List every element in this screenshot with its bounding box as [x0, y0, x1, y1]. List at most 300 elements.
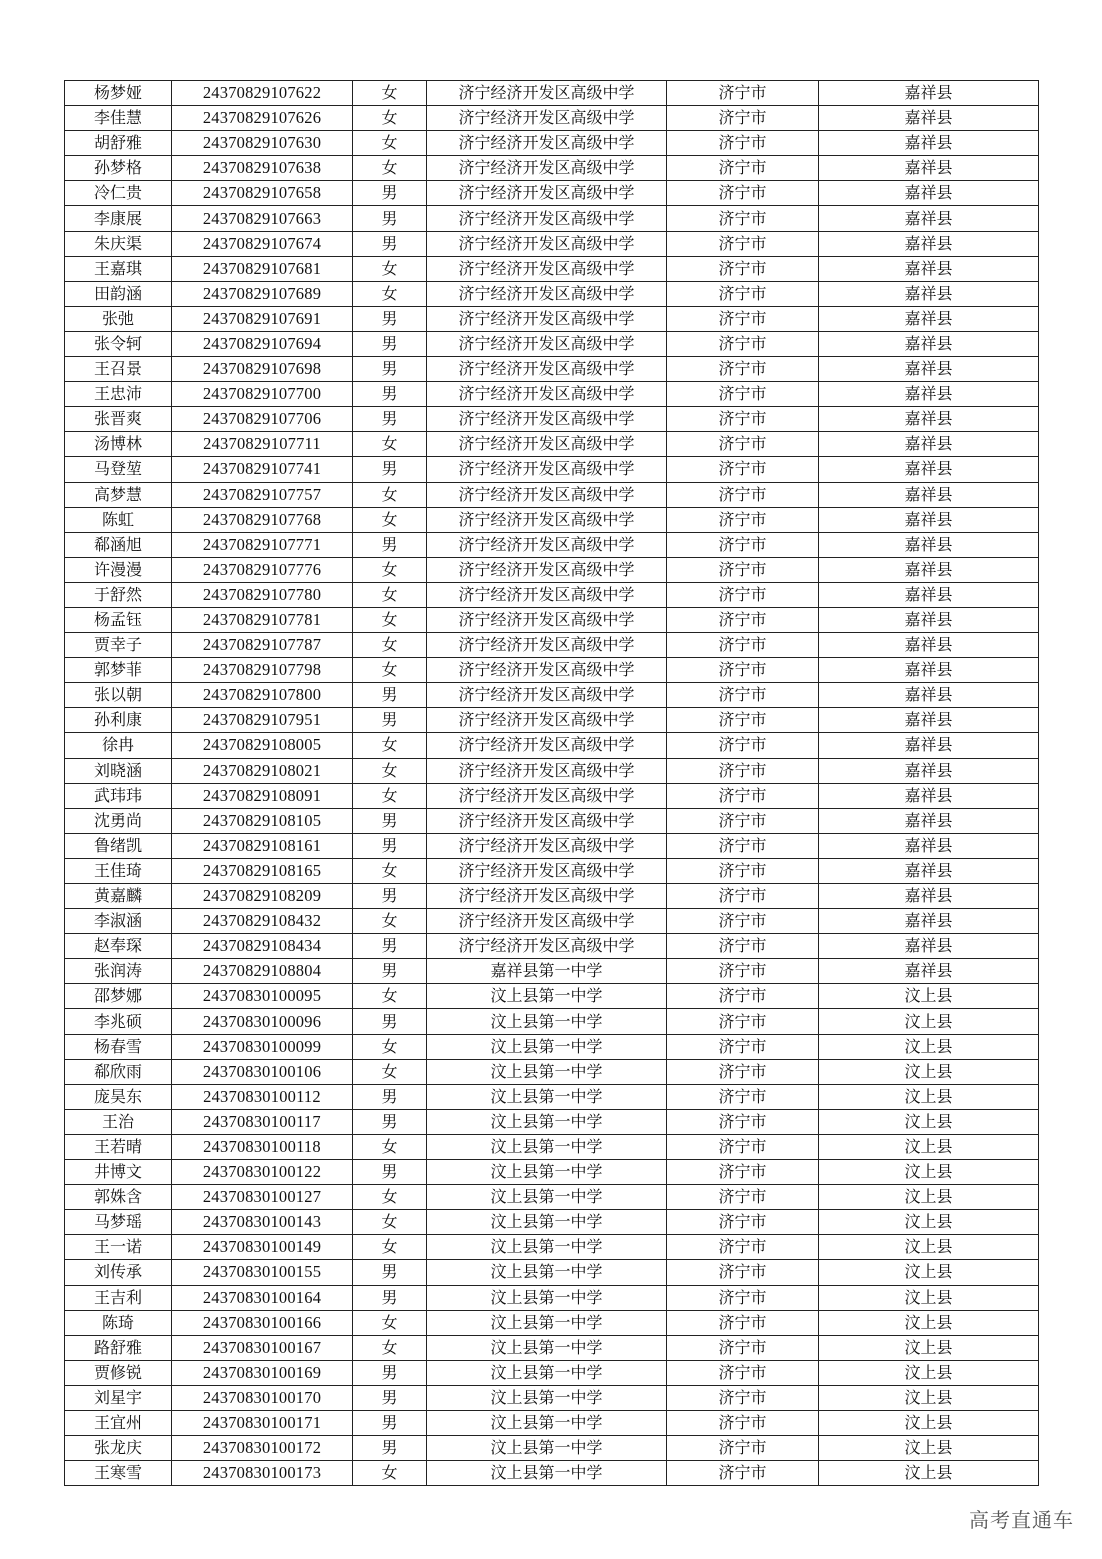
cell-name: 黄嘉麟 — [65, 884, 172, 909]
cell-school: 济宁经济开发区高级中学 — [427, 407, 667, 432]
cell-county: 嘉祥县 — [819, 633, 1039, 658]
cell-county: 嘉祥县 — [819, 808, 1039, 833]
cell-name: 井博文 — [65, 1160, 172, 1185]
cell-school: 济宁经济开发区高级中学 — [427, 306, 667, 331]
cell-gender: 男 — [353, 1360, 427, 1385]
cell-county: 嘉祥县 — [819, 607, 1039, 632]
cell-name: 郭梦菲 — [65, 658, 172, 683]
cell-school: 济宁经济开发区高级中学 — [427, 934, 667, 959]
cell-name: 杨春雪 — [65, 1034, 172, 1059]
table-row — [65, 1134, 1039, 1159]
cell-candidate-id: 24370830100127 — [172, 1185, 353, 1210]
cell-school: 济宁经济开发区高级中学 — [427, 106, 667, 131]
cell-name: 徐冉 — [65, 733, 172, 758]
cell-county: 嘉祥县 — [819, 532, 1039, 557]
cell-gender: 男 — [353, 532, 427, 557]
roster-table — [64, 80, 1039, 1486]
cell-name: 王寒雪 — [65, 1461, 172, 1486]
cell-county: 嘉祥县 — [819, 231, 1039, 256]
cell-gender: 女 — [353, 507, 427, 532]
cell-gender: 男 — [353, 1109, 427, 1134]
cell-city: 济宁市 — [667, 432, 819, 457]
table-row — [65, 1185, 1039, 1210]
cell-name: 张令轲 — [65, 331, 172, 356]
cell-name: 胡舒雅 — [65, 131, 172, 156]
cell-name: 张弛 — [65, 306, 172, 331]
cell-school: 汶上县第一中学 — [427, 1059, 667, 1084]
cell-city: 济宁市 — [667, 306, 819, 331]
cell-school: 济宁经济开发区高级中学 — [427, 231, 667, 256]
cell-school: 济宁经济开发区高级中学 — [427, 156, 667, 181]
cell-school: 济宁经济开发区高级中学 — [427, 783, 667, 808]
cell-gender: 女 — [353, 281, 427, 306]
cell-school: 济宁经济开发区高级中学 — [427, 507, 667, 532]
cell-city: 济宁市 — [667, 407, 819, 432]
cell-gender: 男 — [353, 231, 427, 256]
cell-school: 济宁经济开发区高级中学 — [427, 557, 667, 582]
cell-school: 济宁经济开发区高级中学 — [427, 683, 667, 708]
cell-school: 汶上县第一中学 — [427, 1235, 667, 1260]
cell-county: 嘉祥县 — [819, 357, 1039, 382]
cell-city: 济宁市 — [667, 959, 819, 984]
cell-city: 济宁市 — [667, 1034, 819, 1059]
cell-candidate-id: 24370830100172 — [172, 1436, 353, 1461]
cell-county: 嘉祥县 — [819, 81, 1039, 106]
table-row — [65, 256, 1039, 281]
cell-city: 济宁市 — [667, 1059, 819, 1084]
cell-gender: 女 — [353, 432, 427, 457]
cell-school: 济宁经济开发区高级中学 — [427, 482, 667, 507]
table-row — [65, 1335, 1039, 1360]
table-row — [65, 758, 1039, 783]
cell-school: 汶上县第一中学 — [427, 1410, 667, 1435]
cell-school: 济宁经济开发区高级中学 — [427, 858, 667, 883]
cell-county: 汶上县 — [819, 1410, 1039, 1435]
cell-candidate-id: 24370829107663 — [172, 206, 353, 231]
cell-city: 济宁市 — [667, 783, 819, 808]
cell-candidate-id: 24370829107776 — [172, 557, 353, 582]
cell-candidate-id: 24370829107757 — [172, 482, 353, 507]
cell-candidate-id: 24370830100143 — [172, 1210, 353, 1235]
cell-city: 济宁市 — [667, 1109, 819, 1134]
cell-gender: 男 — [353, 306, 427, 331]
cell-school: 汶上县第一中学 — [427, 1210, 667, 1235]
cell-candidate-id: 24370830100155 — [172, 1260, 353, 1285]
cell-candidate-id: 24370829108005 — [172, 733, 353, 758]
cell-city: 济宁市 — [667, 482, 819, 507]
cell-county: 嘉祥县 — [819, 432, 1039, 457]
table-row — [65, 1009, 1039, 1034]
cell-gender: 男 — [353, 808, 427, 833]
cell-city: 济宁市 — [667, 658, 819, 683]
table-row — [65, 658, 1039, 683]
cell-school: 济宁经济开发区高级中学 — [427, 808, 667, 833]
table-row — [65, 432, 1039, 457]
cell-gender: 男 — [353, 357, 427, 382]
cell-county: 嘉祥县 — [819, 131, 1039, 156]
cell-city: 济宁市 — [667, 1436, 819, 1461]
table-row — [65, 281, 1039, 306]
cell-name: 汤博林 — [65, 432, 172, 457]
table-row — [65, 231, 1039, 256]
cell-name: 朱庆渠 — [65, 231, 172, 256]
cell-school: 汶上县第一中学 — [427, 1310, 667, 1335]
cell-city: 济宁市 — [667, 683, 819, 708]
table-row — [65, 733, 1039, 758]
cell-school: 济宁经济开发区高级中学 — [427, 909, 667, 934]
cell-name: 王召景 — [65, 357, 172, 382]
cell-candidate-id: 24370829107706 — [172, 407, 353, 432]
cell-city: 济宁市 — [667, 206, 819, 231]
cell-city: 济宁市 — [667, 582, 819, 607]
roster-body — [65, 81, 1039, 1486]
cell-gender: 女 — [353, 733, 427, 758]
cell-county: 汶上县 — [819, 1436, 1039, 1461]
cell-county: 嘉祥县 — [819, 256, 1039, 281]
cell-city: 济宁市 — [667, 708, 819, 733]
cell-school: 汶上县第一中学 — [427, 1185, 667, 1210]
cell-gender: 男 — [353, 331, 427, 356]
cell-school: 济宁经济开发区高级中学 — [427, 382, 667, 407]
cell-gender: 男 — [353, 407, 427, 432]
cell-city: 济宁市 — [667, 532, 819, 557]
cell-city: 济宁市 — [667, 758, 819, 783]
cell-county: 嘉祥县 — [819, 683, 1039, 708]
cell-name: 刘传承 — [65, 1260, 172, 1285]
cell-city: 济宁市 — [667, 1385, 819, 1410]
cell-candidate-id: 24370829107798 — [172, 658, 353, 683]
cell-name: 田韵涵 — [65, 281, 172, 306]
cell-name: 邵梦娜 — [65, 984, 172, 1009]
cell-city: 济宁市 — [667, 181, 819, 206]
cell-candidate-id: 24370829108021 — [172, 758, 353, 783]
cell-gender: 女 — [353, 858, 427, 883]
cell-city: 济宁市 — [667, 106, 819, 131]
table-row — [65, 1160, 1039, 1185]
table-row — [65, 1034, 1039, 1059]
table-row — [65, 156, 1039, 181]
cell-county: 嘉祥县 — [819, 457, 1039, 482]
cell-county: 嘉祥县 — [819, 557, 1039, 582]
cell-county: 嘉祥县 — [819, 206, 1039, 231]
cell-city: 济宁市 — [667, 1134, 819, 1159]
cell-gender: 男 — [353, 1285, 427, 1310]
cell-gender: 女 — [353, 106, 427, 131]
cell-candidate-id: 24370829107638 — [172, 156, 353, 181]
cell-school: 济宁经济开发区高级中学 — [427, 607, 667, 632]
cell-candidate-id: 24370829107691 — [172, 306, 353, 331]
table-row — [65, 131, 1039, 156]
cell-gender: 女 — [353, 1461, 427, 1486]
cell-name: 高梦慧 — [65, 482, 172, 507]
table-row — [65, 909, 1039, 934]
cell-gender: 女 — [353, 984, 427, 1009]
cell-county: 嘉祥县 — [819, 306, 1039, 331]
cell-county: 嘉祥县 — [819, 156, 1039, 181]
cell-gender: 女 — [353, 633, 427, 658]
cell-city: 济宁市 — [667, 156, 819, 181]
cell-candidate-id: 24370829107781 — [172, 607, 353, 632]
cell-city: 济宁市 — [667, 1084, 819, 1109]
cell-county: 嘉祥县 — [819, 783, 1039, 808]
cell-name: 李佳慧 — [65, 106, 172, 131]
cell-school: 济宁经济开发区高级中学 — [427, 582, 667, 607]
cell-gender: 男 — [353, 1009, 427, 1034]
cell-city: 济宁市 — [667, 357, 819, 382]
cell-county: 汶上县 — [819, 1009, 1039, 1034]
cell-city: 济宁市 — [667, 858, 819, 883]
table-row — [65, 1436, 1039, 1461]
cell-candidate-id: 24370829107711 — [172, 432, 353, 457]
cell-candidate-id: 24370829107630 — [172, 131, 353, 156]
cell-candidate-id: 24370829107622 — [172, 81, 353, 106]
cell-county: 汶上县 — [819, 1310, 1039, 1335]
table-row — [65, 607, 1039, 632]
cell-candidate-id: 24370830100122 — [172, 1160, 353, 1185]
cell-city: 济宁市 — [667, 1360, 819, 1385]
cell-gender: 女 — [353, 1134, 427, 1159]
cell-county: 嘉祥县 — [819, 582, 1039, 607]
cell-candidate-id: 24370830100099 — [172, 1034, 353, 1059]
table-row — [65, 106, 1039, 131]
cell-gender: 男 — [353, 206, 427, 231]
cell-name: 于舒然 — [65, 582, 172, 607]
cell-city: 济宁市 — [667, 507, 819, 532]
cell-gender: 女 — [353, 482, 427, 507]
table-row — [65, 1360, 1039, 1385]
cell-county: 汶上县 — [819, 984, 1039, 1009]
table-row — [65, 1235, 1039, 1260]
cell-school: 济宁经济开发区高级中学 — [427, 833, 667, 858]
cell-school: 济宁经济开发区高级中学 — [427, 457, 667, 482]
cell-county: 嘉祥县 — [819, 181, 1039, 206]
cell-city: 济宁市 — [667, 1235, 819, 1260]
cell-school: 嘉祥县第一中学 — [427, 959, 667, 984]
cell-name: 沈勇尚 — [65, 808, 172, 833]
cell-candidate-id: 24370829107674 — [172, 231, 353, 256]
cell-city: 济宁市 — [667, 984, 819, 1009]
cell-school: 汶上县第一中学 — [427, 1461, 667, 1486]
table-row — [65, 1084, 1039, 1109]
table-row — [65, 507, 1039, 532]
cell-name: 张以朝 — [65, 683, 172, 708]
cell-school: 汶上县第一中学 — [427, 1385, 667, 1410]
cell-school: 汶上县第一中学 — [427, 1160, 667, 1185]
table-row — [65, 181, 1039, 206]
cell-city: 济宁市 — [667, 808, 819, 833]
cell-candidate-id: 24370829108161 — [172, 833, 353, 858]
cell-school: 济宁经济开发区高级中学 — [427, 532, 667, 557]
cell-name: 张润涛 — [65, 959, 172, 984]
cell-candidate-id: 24370830100112 — [172, 1084, 353, 1109]
table-row — [65, 582, 1039, 607]
cell-county: 嘉祥县 — [819, 482, 1039, 507]
cell-city: 济宁市 — [667, 1335, 819, 1360]
cell-name: 郗欣雨 — [65, 1059, 172, 1084]
cell-county: 汶上县 — [819, 1134, 1039, 1159]
cell-school: 济宁经济开发区高级中学 — [427, 281, 667, 306]
cell-school: 汶上县第一中学 — [427, 1360, 667, 1385]
cell-school: 济宁经济开发区高级中学 — [427, 708, 667, 733]
cell-city: 济宁市 — [667, 1461, 819, 1486]
cell-school: 济宁经济开发区高级中学 — [427, 733, 667, 758]
cell-school: 济宁经济开发区高级中学 — [427, 131, 667, 156]
table-row — [65, 984, 1039, 1009]
cell-county: 汶上县 — [819, 1461, 1039, 1486]
cell-county: 嘉祥县 — [819, 858, 1039, 883]
cell-city: 济宁市 — [667, 256, 819, 281]
cell-city: 济宁市 — [667, 934, 819, 959]
cell-gender: 男 — [353, 884, 427, 909]
table-row — [65, 884, 1039, 909]
cell-city: 济宁市 — [667, 633, 819, 658]
cell-gender: 女 — [353, 1034, 427, 1059]
table-row — [65, 808, 1039, 833]
cell-school: 汶上县第一中学 — [427, 1009, 667, 1034]
cell-name: 陈琦 — [65, 1310, 172, 1335]
cell-gender: 男 — [353, 959, 427, 984]
cell-candidate-id: 24370829107698 — [172, 357, 353, 382]
cell-name: 王宜州 — [65, 1410, 172, 1435]
cell-name: 张龙庆 — [65, 1436, 172, 1461]
cell-candidate-id: 24370829107780 — [172, 582, 353, 607]
table-row — [65, 783, 1039, 808]
cell-school: 济宁经济开发区高级中学 — [427, 633, 667, 658]
cell-city: 济宁市 — [667, 884, 819, 909]
cell-name: 郭姝含 — [65, 1185, 172, 1210]
cell-school: 汶上县第一中学 — [427, 1436, 667, 1461]
cell-city: 济宁市 — [667, 1285, 819, 1310]
cell-name: 孙利康 — [65, 708, 172, 733]
table-row — [65, 382, 1039, 407]
cell-candidate-id: 24370829107951 — [172, 708, 353, 733]
cell-name: 贾修锐 — [65, 1360, 172, 1385]
cell-name: 陈虹 — [65, 507, 172, 532]
cell-name: 赵奉琛 — [65, 934, 172, 959]
cell-candidate-id: 24370830100096 — [172, 1009, 353, 1034]
cell-name: 杨孟钰 — [65, 607, 172, 632]
cell-candidate-id: 24370830100173 — [172, 1461, 353, 1486]
cell-gender: 男 — [353, 382, 427, 407]
cell-candidate-id: 24370830100169 — [172, 1360, 353, 1385]
cell-candidate-id: 24370829108432 — [172, 909, 353, 934]
cell-candidate-id: 24370829107800 — [172, 683, 353, 708]
cell-name: 王若晴 — [65, 1134, 172, 1159]
table-row — [65, 206, 1039, 231]
cell-name: 马梦瑶 — [65, 1210, 172, 1235]
cell-candidate-id: 24370829108434 — [172, 934, 353, 959]
cell-county: 嘉祥县 — [819, 884, 1039, 909]
cell-candidate-id: 24370829108209 — [172, 884, 353, 909]
cell-city: 济宁市 — [667, 1210, 819, 1235]
cell-city: 济宁市 — [667, 1410, 819, 1435]
table-row — [65, 934, 1039, 959]
table-row — [65, 1385, 1039, 1410]
cell-candidate-id: 24370829107771 — [172, 532, 353, 557]
cell-candidate-id: 24370830100106 — [172, 1059, 353, 1084]
cell-county: 汶上县 — [819, 1335, 1039, 1360]
cell-county: 嘉祥县 — [819, 833, 1039, 858]
cell-gender: 女 — [353, 1185, 427, 1210]
cell-name: 路舒雅 — [65, 1335, 172, 1360]
cell-city: 济宁市 — [667, 1310, 819, 1335]
cell-city: 济宁市 — [667, 1009, 819, 1034]
cell-city: 济宁市 — [667, 833, 819, 858]
cell-county: 汶上县 — [819, 1385, 1039, 1410]
cell-county: 汶上县 — [819, 1210, 1039, 1235]
table-row — [65, 482, 1039, 507]
cell-name: 李兆硕 — [65, 1009, 172, 1034]
cell-candidate-id: 24370829107689 — [172, 281, 353, 306]
cell-gender: 女 — [353, 1059, 427, 1084]
cell-name: 王一诺 — [65, 1235, 172, 1260]
table-row — [65, 557, 1039, 582]
cell-school: 汶上县第一中学 — [427, 1034, 667, 1059]
cell-city: 济宁市 — [667, 457, 819, 482]
cell-gender: 男 — [353, 1160, 427, 1185]
cell-county: 汶上县 — [819, 1260, 1039, 1285]
cell-name: 鲁绪凯 — [65, 833, 172, 858]
cell-gender: 女 — [353, 557, 427, 582]
cell-candidate-id: 24370829107787 — [172, 633, 353, 658]
cell-county: 嘉祥县 — [819, 331, 1039, 356]
cell-gender: 男 — [353, 1436, 427, 1461]
cell-candidate-id: 24370830100166 — [172, 1310, 353, 1335]
cell-candidate-id: 24370830100117 — [172, 1109, 353, 1134]
cell-name: 冷仁贵 — [65, 181, 172, 206]
cell-name: 杨梦娅 — [65, 81, 172, 106]
cell-name: 王嘉琪 — [65, 256, 172, 281]
cell-name: 刘晓涵 — [65, 758, 172, 783]
cell-candidate-id: 24370830100118 — [172, 1134, 353, 1159]
cell-candidate-id: 24370829108804 — [172, 959, 353, 984]
cell-county: 汶上县 — [819, 1360, 1039, 1385]
cell-gender: 女 — [353, 582, 427, 607]
cell-gender: 女 — [353, 909, 427, 934]
cell-gender: 女 — [353, 256, 427, 281]
cell-name: 刘星宇 — [65, 1385, 172, 1410]
cell-candidate-id: 24370829107700 — [172, 382, 353, 407]
cell-gender: 女 — [353, 783, 427, 808]
cell-gender: 女 — [353, 758, 427, 783]
cell-name: 许漫漫 — [65, 557, 172, 582]
cell-candidate-id: 24370830100167 — [172, 1335, 353, 1360]
table-row — [65, 1310, 1039, 1335]
cell-gender: 男 — [353, 708, 427, 733]
cell-gender: 女 — [353, 1310, 427, 1335]
cell-gender: 女 — [353, 1210, 427, 1235]
cell-gender: 男 — [353, 181, 427, 206]
cell-city: 济宁市 — [667, 281, 819, 306]
table-row — [65, 1059, 1039, 1084]
cell-name: 庞昊东 — [65, 1084, 172, 1109]
cell-county: 汶上县 — [819, 1235, 1039, 1260]
cell-candidate-id: 24370829107658 — [172, 181, 353, 206]
cell-gender: 男 — [353, 1410, 427, 1435]
cell-school: 济宁经济开发区高级中学 — [427, 331, 667, 356]
cell-county: 嘉祥县 — [819, 758, 1039, 783]
cell-name: 贾幸子 — [65, 633, 172, 658]
cell-city: 济宁市 — [667, 1160, 819, 1185]
cell-school: 汶上县第一中学 — [427, 1134, 667, 1159]
cell-city: 济宁市 — [667, 81, 819, 106]
cell-candidate-id: 24370829107681 — [172, 256, 353, 281]
table-row — [65, 858, 1039, 883]
cell-school: 汶上县第一中学 — [427, 1285, 667, 1310]
cell-name: 王吉利 — [65, 1285, 172, 1310]
cell-county: 嘉祥县 — [819, 708, 1039, 733]
cell-gender: 男 — [353, 1260, 427, 1285]
